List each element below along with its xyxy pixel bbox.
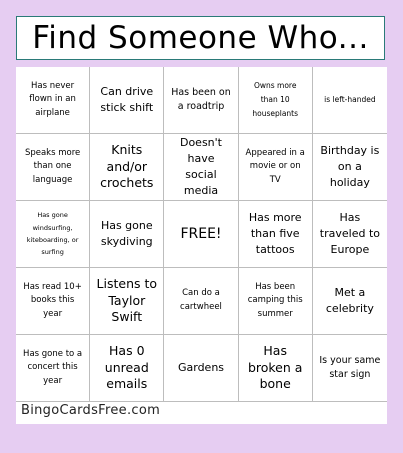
bingo-cell[interactable]: Has gone skydiving: [90, 201, 164, 268]
bingo-cell[interactable]: Can drive stick shift: [90, 67, 164, 134]
footer-site-name: BingoCardsFree.com: [21, 403, 161, 418]
title-banner: [16, 16, 385, 60]
bingo-cell[interactable]: Has traveled to Europe: [313, 201, 387, 268]
bingo-cell[interactable]: Birthday is on a holiday: [313, 134, 387, 201]
bingo-cell[interactable]: Owns more than 10 houseplants: [239, 67, 313, 134]
bingo-cell[interactable]: Has been camping this summer: [239, 268, 313, 335]
bingo-cell[interactable]: Can do a cartwheel: [164, 268, 238, 335]
free-cell[interactable]: FREE!: [164, 201, 238, 268]
bingo-cell[interactable]: Has more than five tattoos: [239, 201, 313, 268]
bingo-cell[interactable]: Has gone windsurfing, kiteboarding, or surfing: [16, 201, 90, 268]
page-title: Find Someone Who...: [32, 20, 369, 56]
bingo-cell[interactable]: Knits and/or crochets: [90, 134, 164, 201]
bingo-cell[interactable]: Has 0 unread emails: [90, 335, 164, 402]
bingo-cell[interactable]: Appeared in a movie or on TV: [239, 134, 313, 201]
bingo-cell[interactable]: Has been on a roadtrip: [164, 67, 238, 134]
bingo-cell[interactable]: Listens to Taylor Swift: [90, 268, 164, 335]
bingo-cell[interactable]: Has read 10+ books this year: [16, 268, 90, 335]
bingo-cell[interactable]: Is your same star sign: [313, 335, 387, 402]
bingo-cell[interactable]: Has broken a bone: [239, 335, 313, 402]
bingo-cell[interactable]: Met a celebrity: [313, 268, 387, 335]
bingo-cell[interactable]: is left-handed: [313, 67, 387, 134]
bingo-card: [16, 67, 387, 424]
bingo-cell[interactable]: Speaks more than one language: [16, 134, 90, 201]
bingo-cell[interactable]: Has gone to a concert this year: [16, 335, 90, 402]
bingo-cell[interactable]: Has never flown in an airplane: [16, 67, 90, 134]
bingo-cell[interactable]: Gardens: [164, 335, 238, 402]
bingo-cell[interactable]: Doesn't have social media: [164, 134, 238, 201]
bingo-grid: [16, 67, 387, 402]
